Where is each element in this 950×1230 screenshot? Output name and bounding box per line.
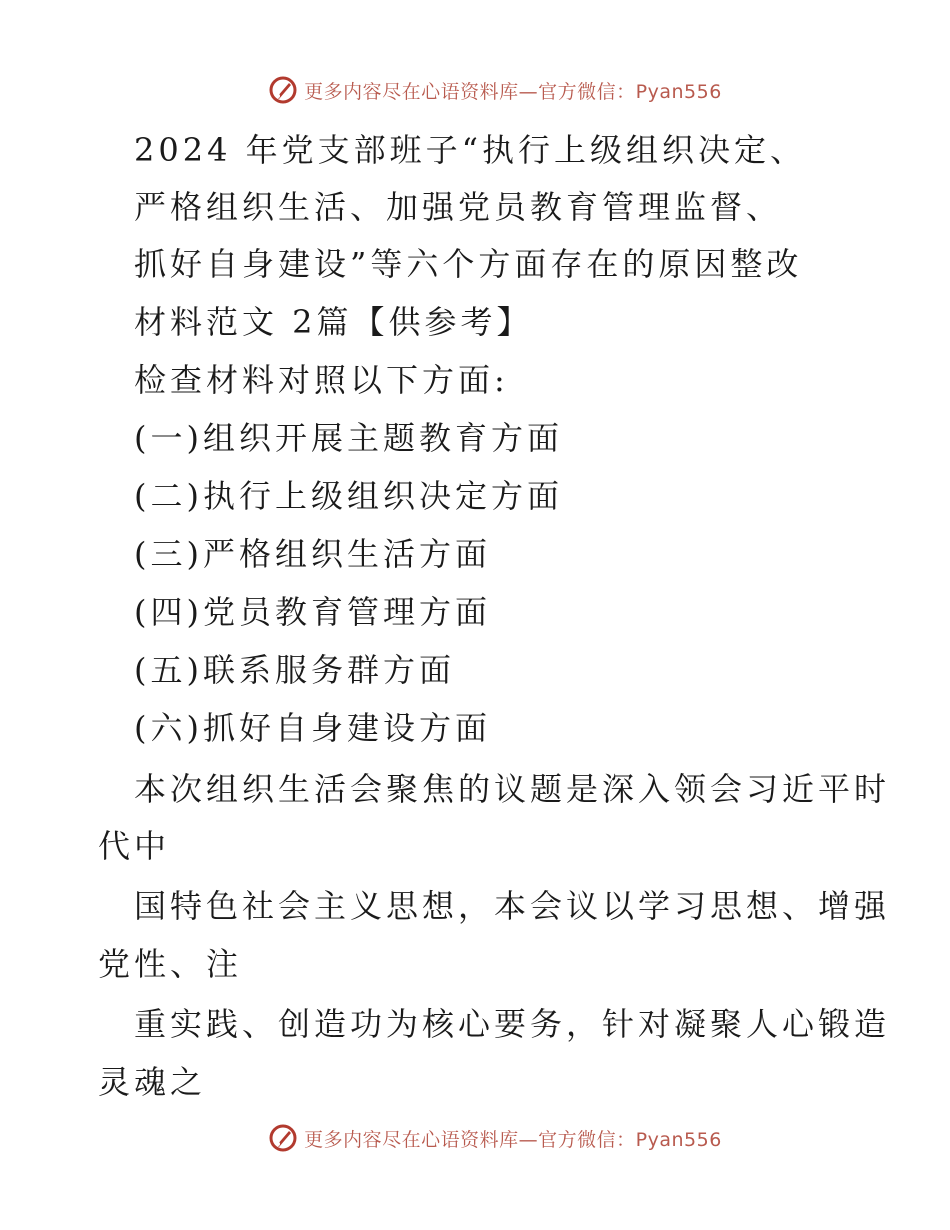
footer-banner-inner [268,1123,722,1153]
title-line-1: 2024 年党支部班子“执行上级组织决定、 [134,131,806,169]
body-line-5: 重实践、创造功为核心要务，针对凝聚人心锻造 [134,1005,891,1043]
body-line-6: 灵魂之 [98,1063,207,1101]
title-line-2: 严格组织生活、加强党员教育管理监督、 [134,188,783,226]
list-item-4: (四)党员教育管理方面 [134,593,491,631]
list-item-1: (一)组织开展主题教育方面 [134,419,563,457]
list-item-3: (三)严格组织生活方面 [134,535,491,573]
body-line-2: 代中 [98,827,171,865]
header-banner-text: 更多内容尽在心语资料库—官方微信：Pyan556 [304,80,722,103]
list-item-2: (二)执行上级组织决定方面 [134,477,563,515]
body-line-4: 党性、注 [98,945,243,983]
intro-line: 检查材料对照以下方面: [134,361,509,399]
footer-banner-text: 更多内容尽在心语资料库—官方微信：Pyan556 [304,1128,722,1151]
title-line-4: 材料范文 2篇【供参考】 [134,303,533,341]
body-line-3: 国特色社会主义思想，本会议以学习思想、增强 [134,887,891,925]
title-line-3: 抓好自身建设”等六个方面存在的原因整改 [134,245,803,283]
footer-banner [0,1118,950,1158]
list-item-6: (六)抓好自身建设方面 [134,709,491,747]
body-line-1: 本次组织生活会聚焦的议题是深入领会习近平时 [134,770,891,808]
list-item-5: (五)联系服务群方面 [134,651,455,689]
quill-logo-icon [268,1123,298,1153]
